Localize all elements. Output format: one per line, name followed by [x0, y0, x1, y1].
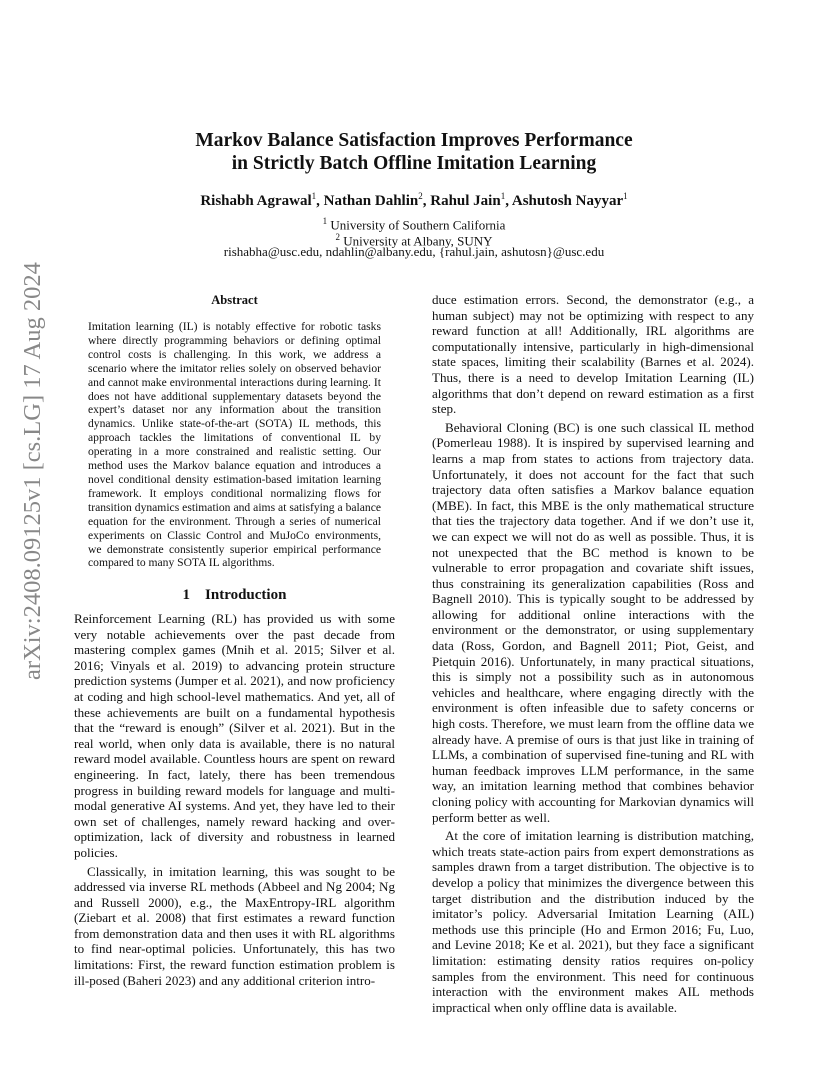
author-name: Nathan Dahlin: [323, 193, 419, 209]
right-column-body: [432, 292, 754, 1015]
paper-title: [0, 129, 828, 175]
title-line-1: Markov Balance Satisfaction Improves Performance: [195, 130, 633, 151]
section-heading-introduction: 1 Introduction: [182, 587, 287, 603]
title-line-2: in Strictly Batch Offline Imitation Learning: [231, 153, 597, 174]
author-affiliation-mark: 1: [311, 191, 317, 201]
paragraph: duce estimation errors. Second, the demonstrator (e.g., a human subject) may not be optimizing with respect to any reward function at all! Additionally, IRL algorithms are computationally intensive, particularly in high-dimensional state spaces, limiting their scalability (Barnes et al. 2024). Thus, there is a need to develop Imitation Learning (IL) algorithms that don’t depend on reward estimation as a first step.: [432, 292, 754, 417]
author-affiliation-mark: 2: [418, 191, 423, 201]
arxiv-identifier: arXiv:2408.09125v1 [cs.LG] 17 Aug 2024: [19, 262, 46, 680]
paragraph: Behavioral Cloning (BC) is one such classical IL method (Pomerleau 1988). It is inspired by supervised learning and learns a map from states to actions from trajectory data. Unfortunately, it does not account for the fact that such trajectory data often satisfies a Markov balance equation (MBE). In fact, this MBE is the only mathematical structure that ties the trajectory data together. And if we don’t use it, we can expect we will not do as well as possible. Thus, it is not unexpected that the BC method is known to be vulnerable to error propagation and covariate shift issues, thus constraining its generalization capabilities (Ross and Bagnell 2010). This is typically sought to be addressed by allowing for additional online interactions with the environment or the demonstrator, or using supplementary data (Ross, Gordon, and Bagnell 2011; Piot, Geist, and Pietquin 2016). Unfortunately, in many practical situations, this is simply not a possibility such as in autonomous vehicles and healthcare, where engaging directly with the environment is often infeasible due to safety concerns or high costs. Therefore, we must learn from the offline data we already have. A premise of ours is that just like in training of LLMs, a combination of supervised fine-tuning and RL with human feedback improves LLM performance, in the same way, an imitation learning method that combines behavior cloning policy with accounting for Markovian dynamics will perform better as well.: [432, 419, 754, 825]
author-list: Rishabh Agrawal$^1$, Nathan Dahlin$^2$, Rahul Jain$^1$, Ashutosh Nayyar$^1$: [200, 191, 628, 209]
affiliation-2: $^2$ University at Albany, SUNY: [335, 232, 493, 249]
paragraph: Classically, in imitation learning, this was sought to be addressed via inverse RL methods (Abbeel and Ng 2004; Ng and Russell 2000), e.g., the MaxEntropy-IRL algorithm (Ziebart et al. 2008) that first estimates a reward function from demonstration data and then uses it with RL algorithms to find near-optimal policies. Unfortunately, this has two limitations: First, the reward function estimation problem is ill-posed (Baheri 2023) and any additional criterion intro-: [74, 863, 395, 988]
author-emails: rishabha@usc.edu, ndahlin@albany.edu, {rahul.jain, ashutosn}@usc.edu: [223, 244, 605, 259]
author-name: Rahul Jain: [430, 193, 501, 209]
author-name: Ashutosh Nayyar: [511, 193, 624, 209]
author-affiliation-mark: 1: [623, 191, 628, 201]
affiliation-1: $^1$ University of Southern California: [322, 216, 506, 233]
paragraph: Reinforcement Learning (RL) has provided us with some very notable achievements over the past decade from mastering complex games (Mnih et al. 2015; Silver et al. 2016; Vinyals et al. 2019) to advancing protein structure prediction systems (Jumper et al. 2021), and now proficiency at coding and high school-level mathematics. And yet, all of these achievements are built on a fundamental hypothesis that the “reward is enough” (Silver et al. 2021). But in the real world, when only data is available, there is no natural reward model available. Countless hours are spent on reward engineering. In fact, lately, there has been tremendous progress in building reward models for language and multi-modal generative AI systems. And yet, they have led to their own set of challenges, namely reward hacking and over-optimization, lack of diversity and robustness in learned policies.: [74, 611, 395, 860]
author-affiliation-mark: 1: [500, 191, 506, 201]
author-name: Rishabh Agrawal: [200, 193, 312, 209]
abstract-text: Imitation learning (IL) is notably effective for robotic tasks where directly programming behaviors or defining optimal control costs is challenging. In this work, we address a scenario where the imitator relies solely on observed behavior and cannot make environmental interactions during learning. It does not have additional supplementary datasets beyond the expert’s dataset nor any information about the transition dynamics. Unlike state-of-the-art (SOTA) IL methods, this approach tackles the limitations of conventional IL by operating in a more constrained and realistic setting. Our method uses the Markov balance equation and introduces a novel conditional density estimation-based imitation learning framework. It employs conditional normalizing flows for transition dynamics estimation and aims at satisfying a balance equation for the environment. Through a series of numerical experiments on Classic Control and MuJoCo environments, we demonstrate consistently superior empirical performance compared to many SOTA IL algorithms.: [88, 320, 381, 570]
abstract-heading: Abstract: [211, 293, 258, 307]
left-column-body: [74, 611, 395, 988]
paragraph: At the core of imitation learning is distribution matching, which treats state-action pairs from expert demonstrations as samples drawn from a target distribution. The objective is to develop a policy that minimizes the divergence between this target distribution and the distribution induced by the imitator’s policy. Adversarial Imitation Learning (AIL) methods use this principle (Ho and Ermon 2016; Fu, Luo, and Levine 2018; Ke et al. 2021), but they face a significant limitation: estimating density ratios requires on-policy samples from the environment. This need for continuous interaction with the environment makes AIL methods impractical when only offline data is available.: [432, 828, 754, 1015]
